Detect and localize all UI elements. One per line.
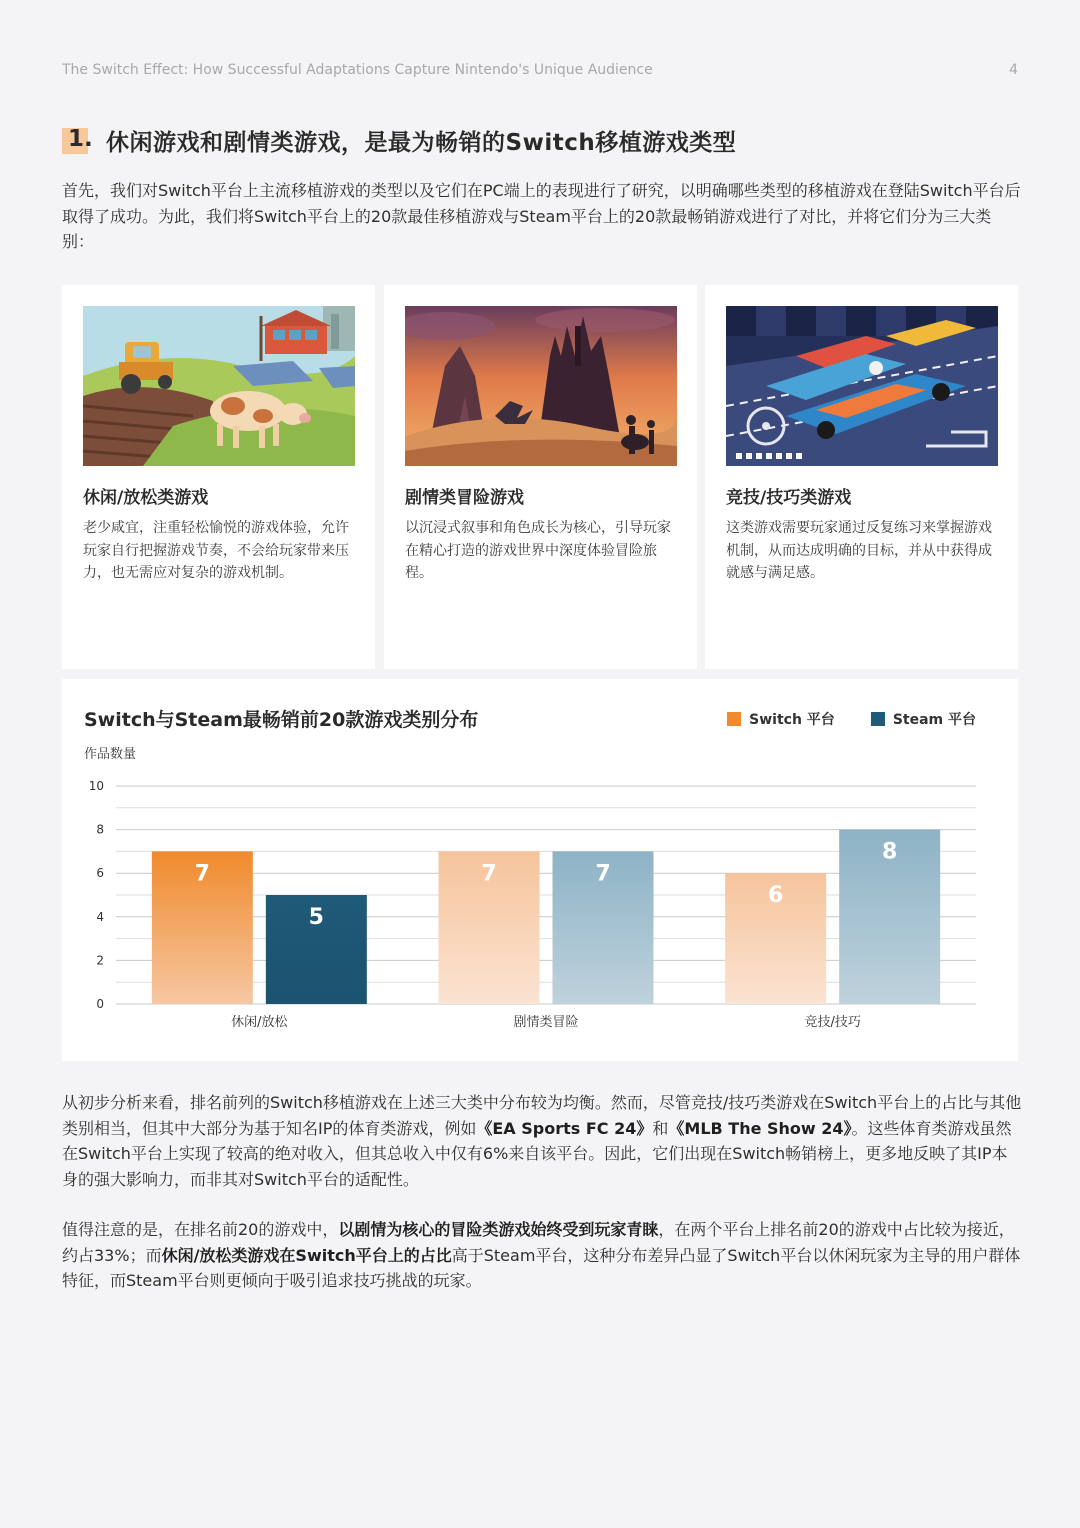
analysis-paragraph-1 bbox=[62, 1090, 1022, 1192]
section-number: 1. bbox=[68, 125, 93, 152]
y-tick-label: 4 bbox=[96, 909, 104, 924]
racing-cars-illustration bbox=[726, 306, 998, 466]
bar-value-label: 8 bbox=[882, 839, 898, 865]
card-description: 老少咸宜，注重轻松愉悦的游戏体验，允许玩家自行把握游戏节奏，不会给玩家带来压力，也无需应对复杂的游戏机制。 bbox=[83, 520, 349, 581]
chart-card bbox=[62, 679, 1018, 1061]
p2-bold-casual: 休闲/放松类游戏在Switch平台上的占比 bbox=[161, 1245, 452, 1265]
legend-label-switch: Switch 平台 bbox=[749, 712, 835, 728]
chart-legend bbox=[727, 709, 976, 729]
section-heading: 休闲游戏和剧情类游戏，是最为畅销的Switch移植游戏类型 bbox=[106, 130, 737, 156]
y-tick-label: 8 bbox=[96, 822, 104, 837]
bar-value-label: 7 bbox=[595, 861, 611, 887]
bar-value-label: 6 bbox=[768, 883, 784, 909]
p2-text-c: ，在两个平台上排名前20的游戏中占比较为接近，约占33%；而 bbox=[62, 1220, 1015, 1265]
legend-swatch-switch bbox=[727, 712, 741, 726]
p2-text-d: 高于Steam平台，这种分布差异凸显了Switch平台以休闲玩家为主导的用户群体特征，而Steam平台则更倾向于吸引追求技巧挑战的玩家。 bbox=[62, 1245, 1021, 1290]
p1-bold-ea-sports: 《EA Sports FC 24》 bbox=[476, 1118, 653, 1138]
p1-text-c: 和 bbox=[652, 1118, 669, 1138]
y-tick-label: 2 bbox=[96, 953, 104, 968]
castle-dragon-illustration bbox=[405, 306, 677, 466]
y-tick-label: 6 bbox=[96, 866, 104, 881]
intro-paragraph: 首先，我们对Switch平台上主流移植游戏的类型以及它们在PC端上的表现进行了研究，以明确哪些类型的移植游戏在登陆Switch平台后取得了成功。为此，我们将Switch平台上的20款最佳移植游戏与Steam平台上的20款最畅销游戏进行了对比，并将它们分为三大类别： bbox=[62, 181, 1021, 251]
bar-value-label: 5 bbox=[308, 905, 324, 930]
bar-value-label: 7 bbox=[194, 861, 210, 887]
p1-text-d: 。这些体育类游戏虽然在Switch平台上实现了较高的绝对收入，但其总收入中仅有6%来自该平台。因此，它们出现在Switch畅销榜上，更多地反映了其IP本身的强大影响力，而非其对Switch平台的适配性。 bbox=[62, 1118, 1012, 1189]
section-number-badge bbox=[62, 126, 92, 156]
x-category-label: 休闲/放松 bbox=[231, 1015, 288, 1030]
section-title bbox=[62, 124, 736, 157]
card-title: 休闲/放松类游戏 bbox=[83, 488, 209, 508]
x-category-label: 竞技/技巧 bbox=[804, 1015, 861, 1030]
card-title: 剧情类冒险游戏 bbox=[405, 488, 524, 508]
card-title: 竞技/技巧类游戏 bbox=[726, 488, 852, 508]
running-header bbox=[62, 62, 1018, 78]
running-title: The Switch Effect: How Successful Adaptations Capture Nintendo's Unique Audience bbox=[62, 62, 653, 78]
farm-illustration bbox=[83, 306, 355, 466]
legend-item-switch bbox=[727, 709, 835, 729]
y-tick-label: 10 bbox=[88, 779, 104, 793]
x-category-label: 剧情类冒险 bbox=[513, 1015, 579, 1030]
legend-label-steam: Steam 平台 bbox=[892, 712, 976, 728]
card-description: 以沉浸式叙事和角色成长为核心，引导玩家在精心打造的游戏世界中深度体验冒险旅程。 bbox=[405, 520, 671, 581]
category-card-competitive bbox=[705, 285, 1018, 669]
chart-title: Switch与Steam最畅销前20款游戏类别分布 bbox=[84, 709, 479, 731]
category-card-story bbox=[384, 285, 697, 669]
p1-bold-mlb: 《MLB The Show 24》 bbox=[668, 1118, 852, 1138]
category-card-casual bbox=[62, 285, 375, 669]
card-description: 这类游戏需要玩家通过反复练习来掌握游戏机制，从而达成明确的目标，并从中获得成就感与满足感。 bbox=[726, 520, 992, 581]
legend-swatch-steam bbox=[871, 712, 885, 726]
y-tick-label: 0 bbox=[96, 997, 104, 1011]
bar-chart bbox=[62, 679, 1018, 1061]
p1-text-a: 从初步分析来看，排名前列的Switch移植游戏在上述三大类中分布较为均衡。然而，尽管竞技/技巧类游戏在Switch平台上的占比与其他类别相当，但其中大部分为基于知名IP的体育类游戏，例如 bbox=[62, 1093, 1022, 1138]
page-number: 4 bbox=[1009, 62, 1018, 78]
p2-text-a: 值得注意的是，在排名前20的游戏中， bbox=[62, 1220, 339, 1239]
legend-item-steam bbox=[871, 709, 976, 729]
p2-bold-story: 以剧情为核心的冒险类游戏始终受到玩家青睐 bbox=[338, 1220, 659, 1239]
analysis-paragraph-2 bbox=[62, 1217, 1022, 1294]
chart-y-axis-label: 作品数量 bbox=[84, 747, 137, 762]
bar-value-label: 7 bbox=[481, 861, 497, 887]
